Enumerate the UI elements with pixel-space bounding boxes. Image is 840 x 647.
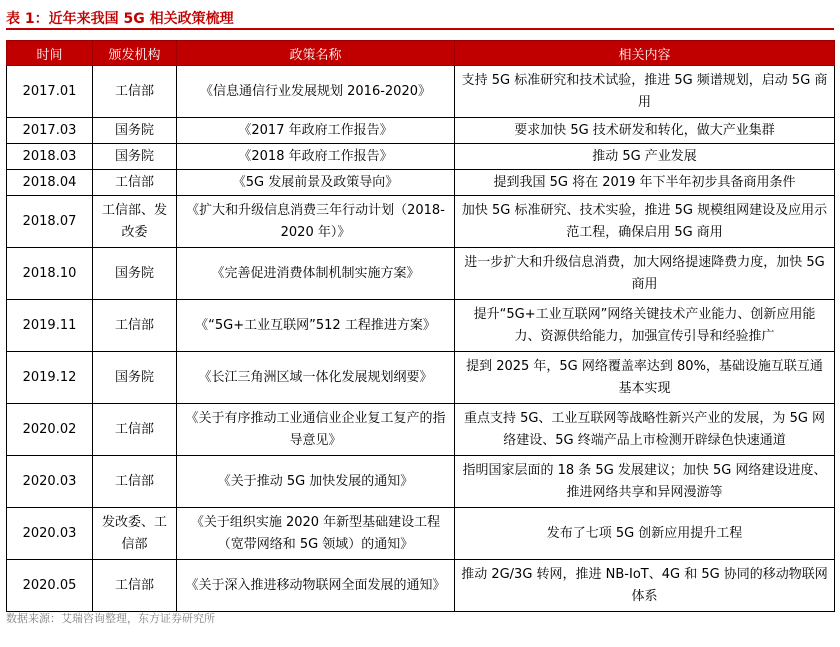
cell-policy: 《2018 年政府工作报告》 xyxy=(177,144,455,170)
cell-agency: 工信部、发改委 xyxy=(93,196,177,248)
header-agency: 颁发机构 xyxy=(93,41,177,66)
cell-content: 进一步扩大和升级信息消费，加大网络提速降费力度，加快 5G 商用 xyxy=(455,248,835,300)
cell-agency: 发改委、工信部 xyxy=(93,508,177,560)
policy-table xyxy=(6,40,835,612)
cell-date: 2018.04 xyxy=(7,170,93,196)
header-content: 相关内容 xyxy=(455,41,835,66)
table-row xyxy=(7,66,835,118)
table-row xyxy=(7,170,835,196)
source-note: 数据来源：艾瑞咨询整理，东方证券研究所 xyxy=(6,612,215,625)
table-row xyxy=(7,118,835,144)
cell-agency: 工信部 xyxy=(93,404,177,456)
cell-date: 2019.12 xyxy=(7,352,93,404)
table-row xyxy=(7,404,835,456)
table-body xyxy=(7,66,835,612)
cell-date: 2018.10 xyxy=(7,248,93,300)
cell-policy: 《长江三角洲区域一体化发展规划纲要》 xyxy=(177,352,455,404)
table-row xyxy=(7,144,835,170)
cell-agency: 工信部 xyxy=(93,456,177,508)
cell-policy: 《信息通信行业发展规划 2016-2020》 xyxy=(177,66,455,118)
cell-agency: 工信部 xyxy=(93,300,177,352)
cell-policy: 《5G 发展前景及政策导向》 xyxy=(177,170,455,196)
table-row xyxy=(7,248,835,300)
cell-date: 2017.01 xyxy=(7,66,93,118)
cell-content: 加快 5G 标准研究、技术实验，推进 5G 规模组网建设及应用示范工程，确保启用 5G 商用 xyxy=(455,196,835,248)
cell-content: 要求加快 5G 技术研发和转化，做大产业集群 xyxy=(455,118,835,144)
cell-date: 2020.03 xyxy=(7,456,93,508)
cell-content: 支持 5G 标准研究和技术试验，推进 5G 频谱规划，启动 5G 商用 xyxy=(455,66,835,118)
table-title: 表 1：近年来我国 5G 相关政策梳理 xyxy=(6,8,834,30)
cell-agency: 工信部 xyxy=(93,170,177,196)
table-row xyxy=(7,196,835,248)
table-header-row xyxy=(7,41,835,66)
cell-date: 2018.03 xyxy=(7,144,93,170)
header-policy: 政策名称 xyxy=(177,41,455,66)
cell-date: 2020.02 xyxy=(7,404,93,456)
cell-agency: 国务院 xyxy=(93,248,177,300)
cell-date: 2017.03 xyxy=(7,118,93,144)
cell-agency: 工信部 xyxy=(93,66,177,118)
cell-policy: 《关于有序推动工业通信业企业复工复产的指导意见》 xyxy=(177,404,455,456)
cell-date: 2020.05 xyxy=(7,560,93,612)
cell-agency: 国务院 xyxy=(93,352,177,404)
cell-agency: 工信部 xyxy=(93,560,177,612)
cell-content: 提到我国 5G 将在 2019 年下半年初步具备商用条件 xyxy=(455,170,835,196)
cell-agency: 国务院 xyxy=(93,118,177,144)
table-row xyxy=(7,352,835,404)
cell-policy: 《关于深入推进移动物联网全面发展的通知》 xyxy=(177,560,455,612)
cell-policy: 《完善促进消费体制机制实施方案》 xyxy=(177,248,455,300)
table-row xyxy=(7,456,835,508)
cell-content: 发布了七项 5G 创新应用提升工程 xyxy=(455,508,835,560)
cell-content: 指明国家层面的 18 条 5G 发展建议；加快 5G 网络建设进度、推进网络共享和异网漫游等 xyxy=(455,456,835,508)
cell-content: 推动 2G/3G 转网，推进 NB-IoT、4G 和 5G 协同的移动物联网体系 xyxy=(455,560,835,612)
cell-policy: 《关于组织实施 2020 年新型基础建设工程（宽带网络和 5G 领域）的通知》 xyxy=(177,508,455,560)
cell-content: 提升“5G+工业互联网”网络关键技术产业能力、创新应用能力、资源供给能力，加强宣传引导和经验推广 xyxy=(455,300,835,352)
header-date: 时间 xyxy=(7,41,93,66)
table-row xyxy=(7,560,835,612)
cell-date: 2020.03 xyxy=(7,508,93,560)
table-row xyxy=(7,508,835,560)
cell-date: 2018.07 xyxy=(7,196,93,248)
cell-content: 提到 2025 年，5G 网络覆盖率达到 80%，基础设施互联互通基本实现 xyxy=(455,352,835,404)
cell-agency: 国务院 xyxy=(93,144,177,170)
cell-content: 重点支持 5G、工业互联网等战略性新兴产业的发展，为 5G 网络建设、5G 终端产品上市检测开辟绿色快速通道 xyxy=(455,404,835,456)
table-row xyxy=(7,300,835,352)
cell-policy: 《扩大和升级信息消费三年行动计划（2018-2020 年）》 xyxy=(177,196,455,248)
cell-policy: 《2017 年政府工作报告》 xyxy=(177,118,455,144)
cell-policy: 《“5G+工业互联网”512 工程推进方案》 xyxy=(177,300,455,352)
cell-content: 推动 5G 产业发展 xyxy=(455,144,835,170)
cell-date: 2019.11 xyxy=(7,300,93,352)
cell-policy: 《关于推动 5G 加快发展的通知》 xyxy=(177,456,455,508)
